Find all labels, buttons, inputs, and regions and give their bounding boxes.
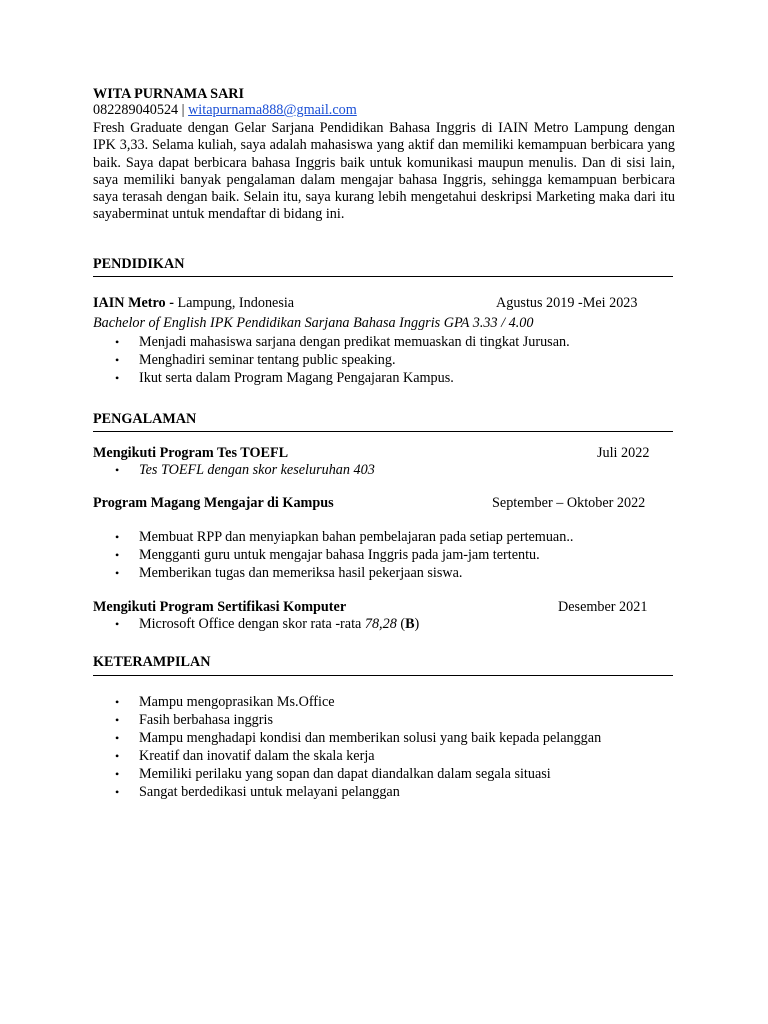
list-item [93, 693, 601, 711]
bullet-icon: • [115, 695, 120, 709]
bullet-icon: • [115, 335, 120, 349]
list-item [93, 351, 570, 369]
certification-bullet-list [93, 615, 419, 633]
experience-row-internship [93, 495, 675, 513]
section-title-skills: KETERAMPILAN [93, 654, 211, 670]
bullet-icon: • [115, 617, 120, 631]
institution-name: IAIN Metro [93, 295, 166, 311]
experience-role: Mengikuti Program Tes TOEFL [93, 445, 289, 461]
internship-bullet-list [93, 528, 573, 582]
bullet-icon: • [115, 463, 120, 477]
profile-summary: Fresh Graduate dengan Gelar Sarjana Pendidikan Bahasa Inggris di IAIN Metro Lampung dengan IPK 3,33. Selama kuliah, saya adalah mahasiswa yang aktif dan memiliki kemampuan berbicara yang baik. Saya dapat berbicara bahasa Inggris baik untuk komunikasi maupun menulis. Dan di sisi lain, saya memiliki banyak pengalaman dalam mengajar bahasa Inggris, sehingga kemampuan berbicara saya terasah dengan baik. Selain itu, saya kurang lebih mengetahui deskripsi Marketing maka dari itu sayaberminat untuk mendaftar di bidang ini. [93, 120, 675, 223]
experience-role: Mengikuti Program Sertifikasi Komputer [93, 599, 347, 615]
list-item [93, 546, 573, 564]
section-divider-skills [93, 675, 673, 676]
list-item-text: Memiliki perilaku yang sopan dan dapat diandalkan dalam segala situasi [139, 766, 551, 782]
list-item [93, 615, 419, 633]
list-item [93, 528, 573, 546]
bullet-icon: • [115, 353, 120, 367]
section-title-experience: PENGALAMAN [93, 411, 197, 427]
education-degree: Bachelor of English IPK Pendidikan Sarjana Bahasa Inggris GPA 3.33 / 4.00 [93, 315, 534, 331]
list-item [93, 747, 601, 765]
list-item [93, 369, 570, 387]
section-divider-education [93, 276, 673, 277]
list-item [93, 461, 375, 479]
list-item [93, 765, 601, 783]
education-row [93, 295, 675, 313]
education-institution-line [93, 295, 294, 312]
bullet-icon: • [115, 530, 120, 544]
email-link[interactable]: witapurnama888@gmail.com [188, 102, 357, 118]
list-item-text: Kreatif dan inovatif dalam the skala kerja [139, 748, 375, 764]
list-item [93, 729, 601, 747]
list-item [93, 711, 601, 729]
institution-location: Lampung, Indonesia [177, 295, 295, 311]
list-item [93, 564, 573, 582]
score-value: 78,28 [364, 616, 397, 632]
list-item-text: Membuat RPP dan menyiapkan bahan pembelajaran pada setiap pertemuan.. [139, 529, 574, 545]
list-item-text: Fasih berbahasa inggris [139, 712, 273, 728]
contact-line [93, 102, 357, 119]
bullet-icon: • [115, 767, 120, 781]
list-item-text: Mampu mengoprasikan Ms.Office [139, 694, 335, 710]
education-dates: Agustus 2019 -Mei 2023 [496, 295, 638, 311]
score-text: Microsoft Office dengan skor rata -rata [139, 616, 365, 632]
institution-separator: - [165, 295, 178, 311]
section-divider-experience [93, 431, 673, 432]
list-item-text: Menjadi mahasiswa sarjana dengan predikat memuaskan di tingkat Jurusan. [139, 334, 570, 350]
grade-value: B [405, 616, 415, 632]
experience-dates: Juli 2022 [597, 445, 650, 461]
bullet-icon: • [115, 749, 120, 763]
phone-number: 082289040524 [93, 102, 179, 118]
list-item-text: Tes TOEFL dengan skor keseluruhan 403 [139, 462, 375, 478]
paren-open: ( [396, 616, 406, 632]
list-item-text [139, 616, 419, 632]
list-item-text: Memberikan tugas dan memeriksa hasil pekerjaan siswa. [139, 565, 463, 581]
bullet-icon: • [115, 785, 120, 799]
education-degree-row [93, 315, 693, 333]
bullet-icon: • [115, 731, 120, 745]
list-item-text: Ikut serta dalam Program Magang Pengajaran Kampus. [139, 370, 454, 386]
list-item-text: Mampu menghadapi kondisi dan memberikan solusi yang baik kepada pelanggan [139, 730, 602, 746]
toefl-bullet-list [93, 461, 375, 479]
list-item [93, 333, 570, 351]
paren-close: ) [414, 616, 420, 632]
list-item [93, 783, 601, 801]
bullet-icon: • [115, 713, 120, 727]
education-bullet-list [93, 333, 570, 387]
experience-dates: Desember 2021 [558, 599, 648, 615]
bullet-icon: • [115, 548, 120, 562]
candidate-name: WITA PURNAMA SARI [93, 86, 245, 102]
bullet-icon: • [115, 371, 120, 385]
section-title-education: PENDIDIKAN [93, 256, 185, 272]
skills-bullet-list [93, 693, 601, 801]
experience-dates: September – Oktober 2022 [492, 495, 646, 511]
bullet-icon: • [115, 566, 120, 580]
list-item-text: Mengganti guru untuk mengajar bahasa Inggris pada jam-jam tertentu. [139, 547, 540, 563]
list-item-text: Menghadiri seminar tentang public speaking. [139, 352, 396, 368]
contact-separator: | [178, 102, 189, 118]
list-item-text: Sangat berdedikasi untuk melayani pelanggan [139, 784, 400, 800]
experience-role: Program Magang Mengajar di Kampus [93, 495, 334, 511]
